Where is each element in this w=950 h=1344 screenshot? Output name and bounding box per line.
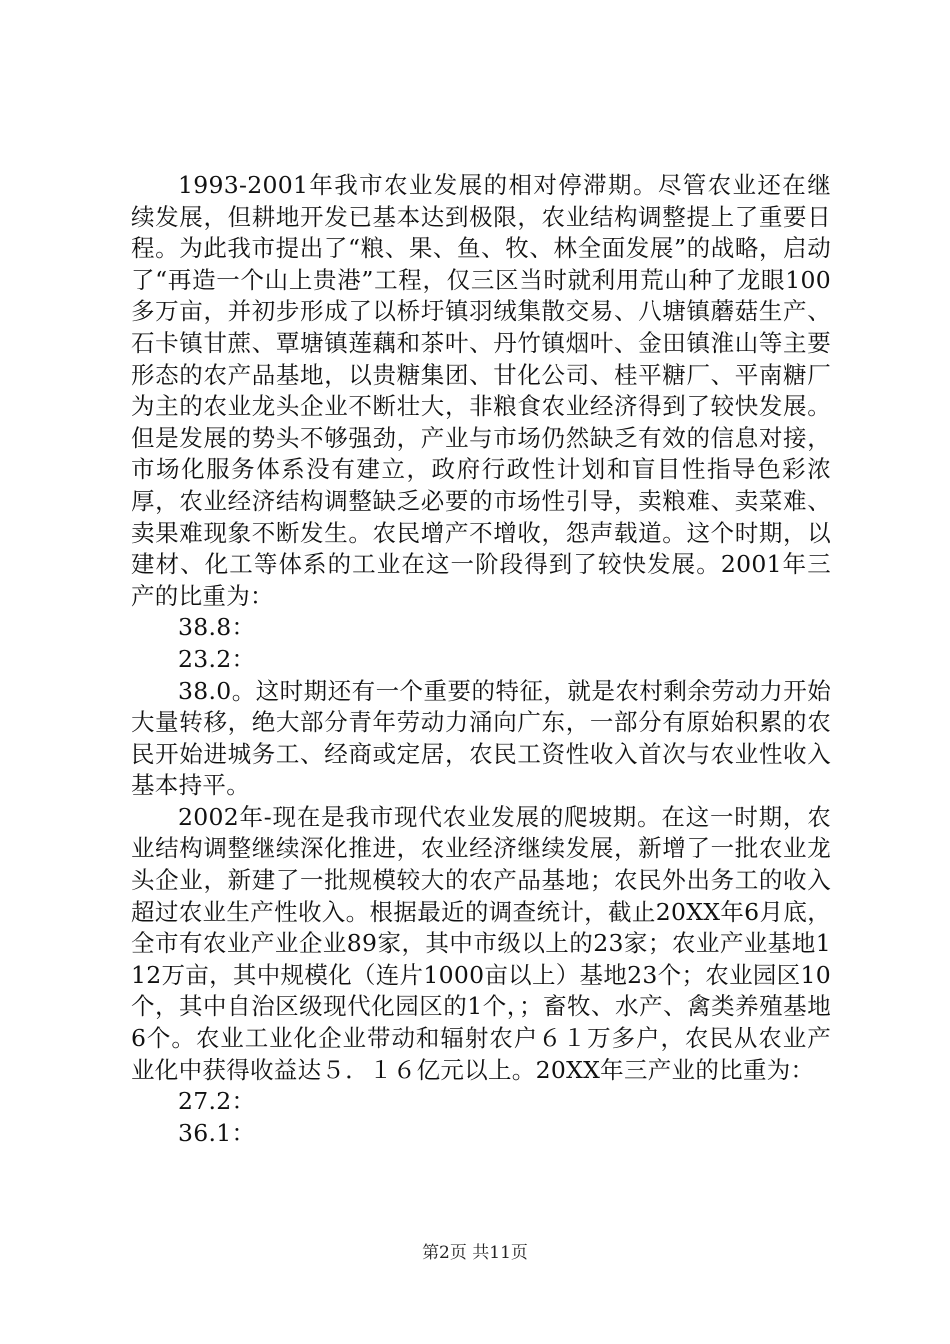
paragraph-2002-present: 2002年-现在是我市现代农业发展的爬坡期。在这一时期，农业结构调整继续深化推进，农业经济继续发展，新增了一批农业龙头企业，新建了一批规模较大的农产品基地；农民外出务工的收入超过农业生产性收入。根据最近的调查统计，截止20XX年6月底，全市有农业产业企业89家，其中市级以上的23家；农业产业基地112万亩，其中规模化（连片1000亩以上）基地23个；农业园区10个，其中自治区级现代化园区的1个，；畜牧、水产、禽类养殖基地6个。农业工业化企业带动和辐射农户６１万多户，农民从农业产业化中获得收益达５．１６亿元以上。20XX年三产业的比重为： [131,802,831,1084]
page-number-footer: 第2页 共11页 [422,1243,528,1263]
ratio-line-secondary-20xx: 36.1： [178,1118,256,1147]
ratio-line-secondary-2001: 23.2： [178,644,256,673]
paragraph-labor-transfer: 38.0。这时期还有一个重要的特征，就是农村剩余劳动力开始大量转移，绝大部分青年劳动力涌向广东，一部分有原始积累的农民开始进城务工、经商或定居，农民工资性收入首次与农业性收入基本持平。 [131,676,831,800]
paragraph-1993-2001: 1993-2001年我市农业发展的相对停滞期。尽管农业还在继续发展，但耕地开发已基本达到极限，农业结构调整提上了重要日程。为此我市提出了“粮、果、鱼、牧、林全面发展”的战略，启动了“再造一个山上贵港”工程，仅三区当时就利用荒山种了龙眼100多万亩，并初步形成了以桥圩镇羽绒集散交易、八塘镇蘑菇生产、石卡镇甘蔗、覃塘镇莲藕和茶叶、丹竹镇烟叶、金田镇淮山等主要形态的农产品基地，以贵糖集团、甘化公司、桂平糖厂、平南糖厂为主的农业龙头企业不断壮大，非粮食农业经济得到了较快发展。但是发展的势头不够强劲，产业与市场仍然缺乏有效的信息对接，市场化服务体系没有建立，政府行政性计划和盲目性指导色彩浓厚，农业经济结构调整缺乏必要的市场性引导，卖粮难、卖菜难、卖果难现象不断发生。农民增产不增收，怨声载道。这个时期，以建材、化工等体系的工业在这一阶段得到了较快发展。2001年三产的比重为： [131,171,831,610]
document-body [131,170,831,1149]
ratio-line-primary-2001: 38.8： [178,613,256,642]
ratio-line-primary-20xx: 27.2： [178,1087,256,1116]
